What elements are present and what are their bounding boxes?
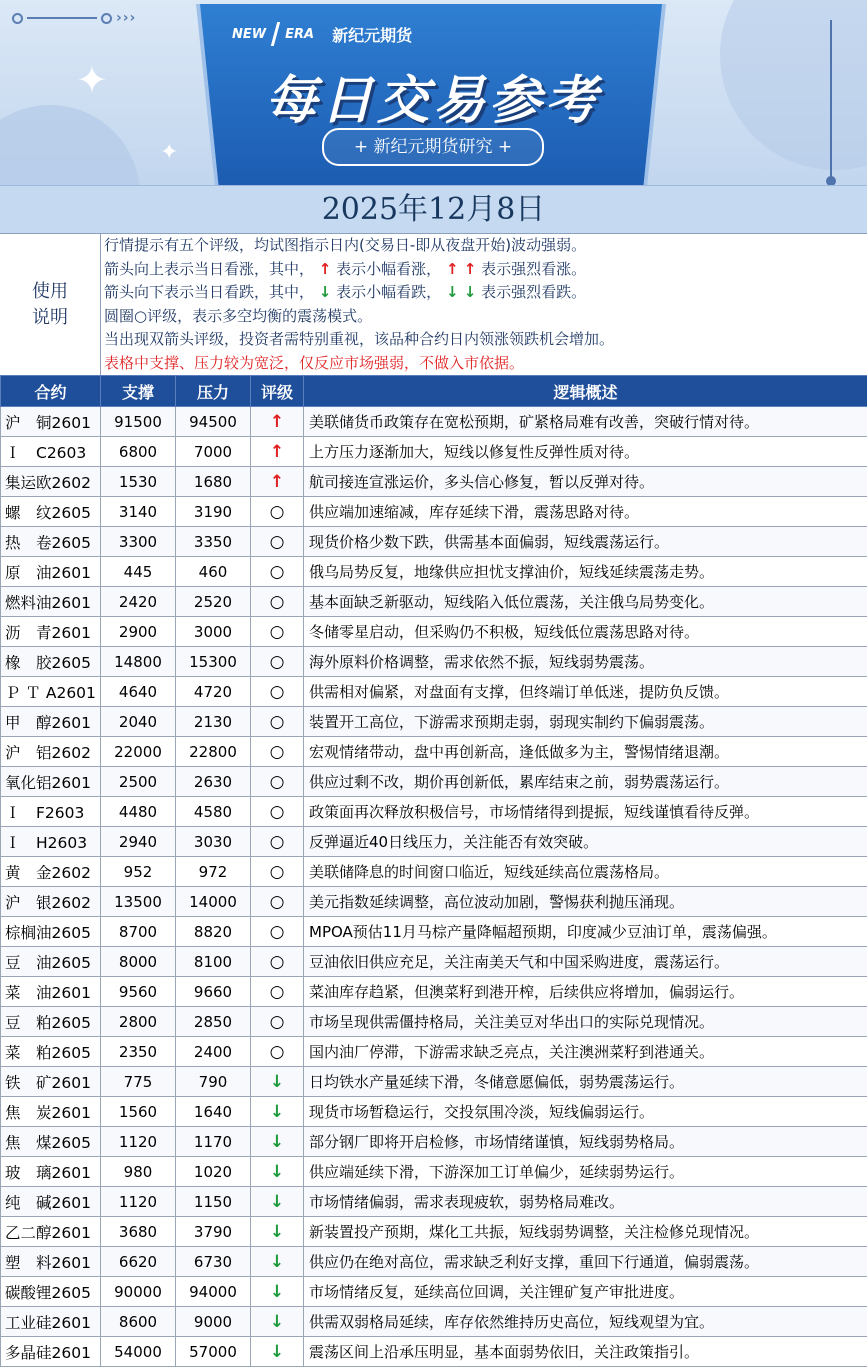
resistance-cell: 1170 [176, 1127, 251, 1157]
logo-mark-right: ERA [285, 27, 314, 42]
logic-cell: 美元指数延续调整，高位波动加剧，警惕获利抛压涌现。 [304, 887, 867, 917]
contract-cell: 工业硅2601 [1, 1307, 101, 1337]
support-cell: 4640 [101, 677, 176, 707]
rating-cell: ○ [251, 1037, 304, 1067]
table-row [1, 1307, 867, 1337]
contract-cell: 多晶硅2601 [1, 1337, 101, 1367]
instruction-text: 表示强烈看涨。 [481, 260, 586, 278]
contract-cell: 燃料油2601 [1, 587, 101, 617]
rating-cell: ○ [251, 917, 304, 947]
rating-cell: ○ [251, 947, 304, 977]
instructions-label [0, 234, 101, 376]
report-date: 2025年12月8日 [0, 186, 867, 234]
logic-cell: 俄乌局势反复，地缘供应担忧支撑油价，短线延续震荡走势。 [304, 557, 867, 587]
table-row [1, 647, 867, 677]
resistance-cell: 6730 [176, 1247, 251, 1277]
contract-cell: 焦 炭2601 [1, 1097, 101, 1127]
logic-cell: 市场情绪反复，延续高位回调，关注锂矿复产审批进度。 [304, 1277, 867, 1307]
contract-cell: 黄 金2602 [1, 857, 101, 887]
instructions-text [104, 234, 864, 375]
table-row [1, 917, 867, 947]
contract-cell: 氧化铝2601 [1, 767, 101, 797]
contract-cell: 棕榈油2605 [1, 917, 101, 947]
resistance-cell: 7000 [176, 437, 251, 467]
rating-cell: ↓ [251, 1067, 304, 1097]
rating-cell: ○ [251, 707, 304, 737]
contract-cell: 沪 铝2602 [1, 737, 101, 767]
table-row [1, 1187, 867, 1217]
rating-cell: ↓ [251, 1157, 304, 1187]
contract-cell: 焦 煤2605 [1, 1127, 101, 1157]
logic-cell: MPOA预估11月马棕产量降幅超预期，印度减少豆油订单，震荡偏强。 [304, 917, 867, 947]
support-cell: 91500 [101, 407, 176, 437]
rating-cell: ↓ [251, 1307, 304, 1337]
contract-cell: Ｉ H2603 [1, 827, 101, 857]
support-cell: 3300 [101, 527, 176, 557]
instruction-line [104, 281, 864, 305]
logic-cell: 供需相对偏紧，对盘面有支撑，但终端订单低迷，提防负反馈。 [304, 677, 867, 707]
support-cell: 1120 [101, 1127, 176, 1157]
support-cell: 2500 [101, 767, 176, 797]
table-body [1, 407, 867, 1367]
column-header-support: 支撑 [101, 376, 176, 407]
resistance-cell: 4580 [176, 797, 251, 827]
logic-cell: 海外原料价格调整，需求依然不振，短线弱势震荡。 [304, 647, 867, 677]
contract-cell: 菜 油2601 [1, 977, 101, 1007]
table-row [1, 557, 867, 587]
usage-instructions [0, 233, 867, 376]
logic-cell: 基本面缺乏新驱动，短线陷入低位震荡，关注俄乌局势变化。 [304, 587, 867, 617]
contract-cell: 菜 粕2605 [1, 1037, 101, 1067]
contract-cell: Ｉ C2603 [1, 437, 101, 467]
logic-cell: 豆油依旧供应充足，关注南美天气和中国采购进度，震荡运行。 [304, 947, 867, 977]
table-row [1, 1067, 867, 1097]
resistance-cell: 3790 [176, 1217, 251, 1247]
table-row [1, 1127, 867, 1157]
table-row [1, 497, 867, 527]
decor-circle [0, 105, 140, 185]
logic-cell: 供需双弱格局延续，库存依然维持历史高位，短线观望为宜。 [304, 1307, 867, 1337]
table-row [1, 1157, 867, 1187]
sparkle-icon: ✦ [76, 58, 108, 102]
resistance-cell: 2850 [176, 1007, 251, 1037]
instruction-text: 表示小幅看跌， [336, 283, 441, 301]
rating-cell: ↓ [251, 1247, 304, 1277]
instruction-line: 行情提示有五个评级，均试图指示日内(交易日-即从夜盘开始)波动强弱。 [104, 234, 864, 258]
decor-arrows [12, 10, 136, 26]
support-cell: 2350 [101, 1037, 176, 1067]
table-row [1, 977, 867, 1007]
table-row [1, 407, 867, 437]
contract-cell: 豆 油2605 [1, 947, 101, 977]
logic-cell: 美联储降息的时间窗口临近，短线延续高位震荡格局。 [304, 857, 867, 887]
resistance-cell: 1020 [176, 1157, 251, 1187]
rating-cell: ○ [251, 527, 304, 557]
resistance-cell: 94500 [176, 407, 251, 437]
rating-cell: ○ [251, 797, 304, 827]
contract-cell: 原 油2601 [1, 557, 101, 587]
contract-cell: Ｉ F2603 [1, 797, 101, 827]
rating-cell: ↓ [251, 1127, 304, 1157]
contract-cell: Ｐ Ｔ A2601 [1, 677, 101, 707]
resistance-cell: 2630 [176, 767, 251, 797]
logic-cell: 现货市场暂稳运行，交投氛围冷淡，短线偏弱运行。 [304, 1097, 867, 1127]
table-row [1, 887, 867, 917]
logic-cell: 国内油厂停滞，下游需求缺乏亮点，关注澳洲菜籽到港通关。 [304, 1037, 867, 1067]
decor-dot [12, 13, 23, 24]
resistance-cell: 3000 [176, 617, 251, 647]
contract-cell: 甲 醇2601 [1, 707, 101, 737]
support-cell: 8000 [101, 947, 176, 977]
logo-bar-icon [271, 22, 280, 46]
logic-cell: 市场呈现供需僵持格局，关注美豆对华出口的实际兑现情况。 [304, 1007, 867, 1037]
rating-cell: ↓ [251, 1187, 304, 1217]
support-cell: 6800 [101, 437, 176, 467]
rating-cell: ↓ [251, 1277, 304, 1307]
down-arrow-icon: ↓ [319, 283, 332, 301]
resistance-cell: 9000 [176, 1307, 251, 1337]
company-logo [232, 22, 412, 46]
table-row [1, 527, 867, 557]
resistance-cell: 972 [176, 857, 251, 887]
logic-cell: 航司接连宣涨运价，多头信心修复，暂以反弹对待。 [304, 467, 867, 497]
contract-cell: 纯 碱2601 [1, 1187, 101, 1217]
logic-cell: 日均铁水产量延续下滑，冬储意愿偏低，弱势震荡运行。 [304, 1067, 867, 1097]
table-row [1, 1217, 867, 1247]
logic-cell: 供应端加速缩减，库存延续下滑，震荡思路对待。 [304, 497, 867, 527]
rating-cell: ○ [251, 767, 304, 797]
table-row [1, 1037, 867, 1067]
support-cell: 22000 [101, 737, 176, 767]
logic-cell: 供应过剩不改，期价再创新低，累库结束之前，弱势震荡运行。 [304, 767, 867, 797]
contract-cell: 沪 银2602 [1, 887, 101, 917]
contract-cell: 橡 胶2605 [1, 647, 101, 677]
rating-cell: ○ [251, 1007, 304, 1037]
resistance-cell: 2400 [176, 1037, 251, 1067]
logic-cell: 菜油库存趋紧，但澳菜籽到港开榨，后续供应将增加，偏弱运行。 [304, 977, 867, 1007]
logic-cell: 部分钢厂即将开启检修，市场情绪谨慎，短线弱势格局。 [304, 1127, 867, 1157]
resistance-cell: 2520 [176, 587, 251, 617]
support-cell: 3680 [101, 1217, 176, 1247]
resistance-cell: 3190 [176, 497, 251, 527]
resistance-cell: 9660 [176, 977, 251, 1007]
resistance-cell: 3350 [176, 527, 251, 557]
contract-cell: 铁 矿2601 [1, 1067, 101, 1097]
rating-cell: ↑ [251, 437, 304, 467]
instruction-text: 表示小幅看涨， [336, 260, 441, 278]
instruction-line: 圆圈○评级，表示多空均衡的震荡模式。 [104, 305, 864, 329]
rating-cell: ○ [251, 887, 304, 917]
resistance-cell: 14000 [176, 887, 251, 917]
support-cell: 3140 [101, 497, 176, 527]
rating-cell: ↑ [251, 467, 304, 497]
table-row [1, 1337, 867, 1367]
logic-cell: 震荡区间上沿承压明显，基本面弱势依旧，关注政策指引。 [304, 1337, 867, 1367]
table-row [1, 857, 867, 887]
instruction-text: 箭头向上表示当日看涨，其中， [104, 260, 314, 278]
logic-cell: 装置开工高位，下游需求预期走弱，弱现实制约下偏弱震荡。 [304, 707, 867, 737]
support-cell: 6620 [101, 1247, 176, 1277]
support-cell: 445 [101, 557, 176, 587]
logo-name: 新纪元期货 [332, 23, 412, 46]
rating-cell: ○ [251, 617, 304, 647]
contract-cell: 豆 粕2605 [1, 1007, 101, 1037]
decor-circle [720, 0, 867, 170]
instructions-label-line: 使用 [32, 279, 68, 305]
resistance-cell: 57000 [176, 1337, 251, 1367]
support-cell: 2420 [101, 587, 176, 617]
contract-cell: 集运欧2602 [1, 467, 101, 497]
logic-cell: 冬储零星启动，但采购仍不积极，短线低位震荡思路对待。 [304, 617, 867, 647]
column-header-logic: 逻辑概述 [304, 376, 867, 407]
logic-cell: 美联储货币政策存在宽松预期，矿紧格局难有改善，突破行情对待。 [304, 407, 867, 437]
support-cell: 90000 [101, 1277, 176, 1307]
page-subtitle: + 新纪元期货研究 + [322, 128, 544, 166]
contract-cell: 塑 料2601 [1, 1247, 101, 1277]
support-cell: 13500 [101, 887, 176, 917]
rating-cell: ↑ [251, 407, 304, 437]
header-banner [0, 0, 867, 185]
support-cell: 2940 [101, 827, 176, 857]
rating-cell: ○ [251, 497, 304, 527]
resistance-cell: 8820 [176, 917, 251, 947]
decor-line [830, 20, 832, 180]
table-row [1, 797, 867, 827]
rating-cell: ↓ [251, 1337, 304, 1367]
resistance-cell: 3030 [176, 827, 251, 857]
resistance-cell: 1150 [176, 1187, 251, 1217]
contract-cell: 沥 青2601 [1, 617, 101, 647]
support-cell: 1560 [101, 1097, 176, 1127]
contract-cell: 玻 璃2601 [1, 1157, 101, 1187]
logic-cell: 供应仍在绝对高位，需求缺乏利好支撑，重回下行通道，偏弱震荡。 [304, 1247, 867, 1277]
rating-cell: ○ [251, 677, 304, 707]
table-row [1, 737, 867, 767]
rating-cell: ○ [251, 857, 304, 887]
resistance-cell: 790 [176, 1067, 251, 1097]
table-row [1, 1007, 867, 1037]
logic-cell: 上方压力逐渐加大，短线以修复性反弹性质对待。 [304, 437, 867, 467]
rating-cell: ○ [251, 737, 304, 767]
resistance-cell: 15300 [176, 647, 251, 677]
up-arrow-icon: ↑ [319, 260, 332, 278]
double-down-arrow-icon: ↓ ↓ [446, 283, 476, 301]
table-row [1, 677, 867, 707]
table-row [1, 1277, 867, 1307]
resistance-cell: 1640 [176, 1097, 251, 1127]
column-header-contract: 合约 [1, 376, 101, 407]
decor-chevrons-icon: ››› [116, 10, 136, 26]
instruction-text: 箭头向下表示当日看跌，其中， [104, 283, 314, 301]
logic-cell: 新装置投产预期，煤化工共振，短线弱势调整，关注检修兑现情况。 [304, 1217, 867, 1247]
support-cell: 8700 [101, 917, 176, 947]
column-header-resistance: 压力 [176, 376, 251, 407]
support-cell: 54000 [101, 1337, 176, 1367]
contract-cell: 热 卷2605 [1, 527, 101, 557]
page-title: 每日交易参考 [228, 58, 638, 133]
decor-dot [101, 13, 112, 24]
support-cell: 1120 [101, 1187, 176, 1217]
support-cell: 4480 [101, 797, 176, 827]
table-row [1, 437, 867, 467]
support-cell: 2040 [101, 707, 176, 737]
rating-cell: ○ [251, 587, 304, 617]
table-row [1, 587, 867, 617]
logic-cell: 反弹逼近40日线压力，关注能否有效突破。 [304, 827, 867, 857]
double-up-arrow-icon: ↑ ↑ [446, 260, 476, 278]
logic-cell: 市场情绪偏弱，需求表现疲软，弱势格局难改。 [304, 1187, 867, 1217]
support-cell: 2900 [101, 617, 176, 647]
rating-cell: ○ [251, 977, 304, 1007]
table-row [1, 617, 867, 647]
rating-cell: ○ [251, 557, 304, 587]
resistance-cell: 2130 [176, 707, 251, 737]
support-cell: 14800 [101, 647, 176, 677]
support-cell: 2800 [101, 1007, 176, 1037]
table-row [1, 1097, 867, 1127]
logic-cell: 政策面再次释放积极信号，市场情绪得到提振，短线谨慎看待反弹。 [304, 797, 867, 827]
support-cell: 8600 [101, 1307, 176, 1337]
date-band [0, 185, 867, 234]
resistance-cell: 4720 [176, 677, 251, 707]
table-row [1, 827, 867, 857]
logic-cell: 宏观情绪带动，盘中再创新高，逢低做多为主，警惕情绪退潮。 [304, 737, 867, 767]
logic-cell: 供应端延续下滑，下游深加工订单偏少，延续弱势运行。 [304, 1157, 867, 1187]
support-cell: 952 [101, 857, 176, 887]
column-header-rating: 评级 [251, 376, 304, 407]
table-row [1, 767, 867, 797]
rating-cell: ○ [251, 827, 304, 857]
contract-cell: 螺 纹2605 [1, 497, 101, 527]
resistance-cell: 8100 [176, 947, 251, 977]
rating-cell: ↓ [251, 1217, 304, 1247]
table-row [1, 1247, 867, 1277]
instruction-disclaimer: 表格中支撑、压力较为宽泛，仅反应市场强弱，不做入市依据。 [104, 352, 864, 376]
instruction-line [104, 258, 864, 282]
support-cell: 1530 [101, 467, 176, 497]
support-cell: 9560 [101, 977, 176, 1007]
instruction-line: 当出现双箭头评级，投资者需特别重视，该品种合约日内领涨领跌机会增加。 [104, 328, 864, 352]
instruction-text: 表示强烈看跌。 [481, 283, 586, 301]
table-row [1, 467, 867, 497]
instructions-label-line: 说明 [32, 305, 68, 331]
support-cell: 775 [101, 1067, 176, 1097]
resistance-cell: 460 [176, 557, 251, 587]
resistance-cell: 1680 [176, 467, 251, 497]
logo-mark-left: NEW [232, 27, 266, 42]
contract-cell: 沪 铜2601 [1, 407, 101, 437]
contract-cell: 碳酸锂2605 [1, 1277, 101, 1307]
reference-table [0, 375, 867, 1367]
decor-line [27, 17, 97, 19]
table-row [1, 947, 867, 977]
resistance-cell: 94000 [176, 1277, 251, 1307]
sparkle-icon: ✦ [160, 140, 178, 165]
support-cell: 980 [101, 1157, 176, 1187]
rating-cell: ↓ [251, 1097, 304, 1127]
table-header-row [1, 376, 867, 407]
contract-cell: 乙二醇2601 [1, 1217, 101, 1247]
resistance-cell: 22800 [176, 737, 251, 767]
table-row [1, 707, 867, 737]
rating-cell: ○ [251, 647, 304, 677]
logic-cell: 现货价格少数下跌，供需基本面偏弱，短线震荡运行。 [304, 527, 867, 557]
